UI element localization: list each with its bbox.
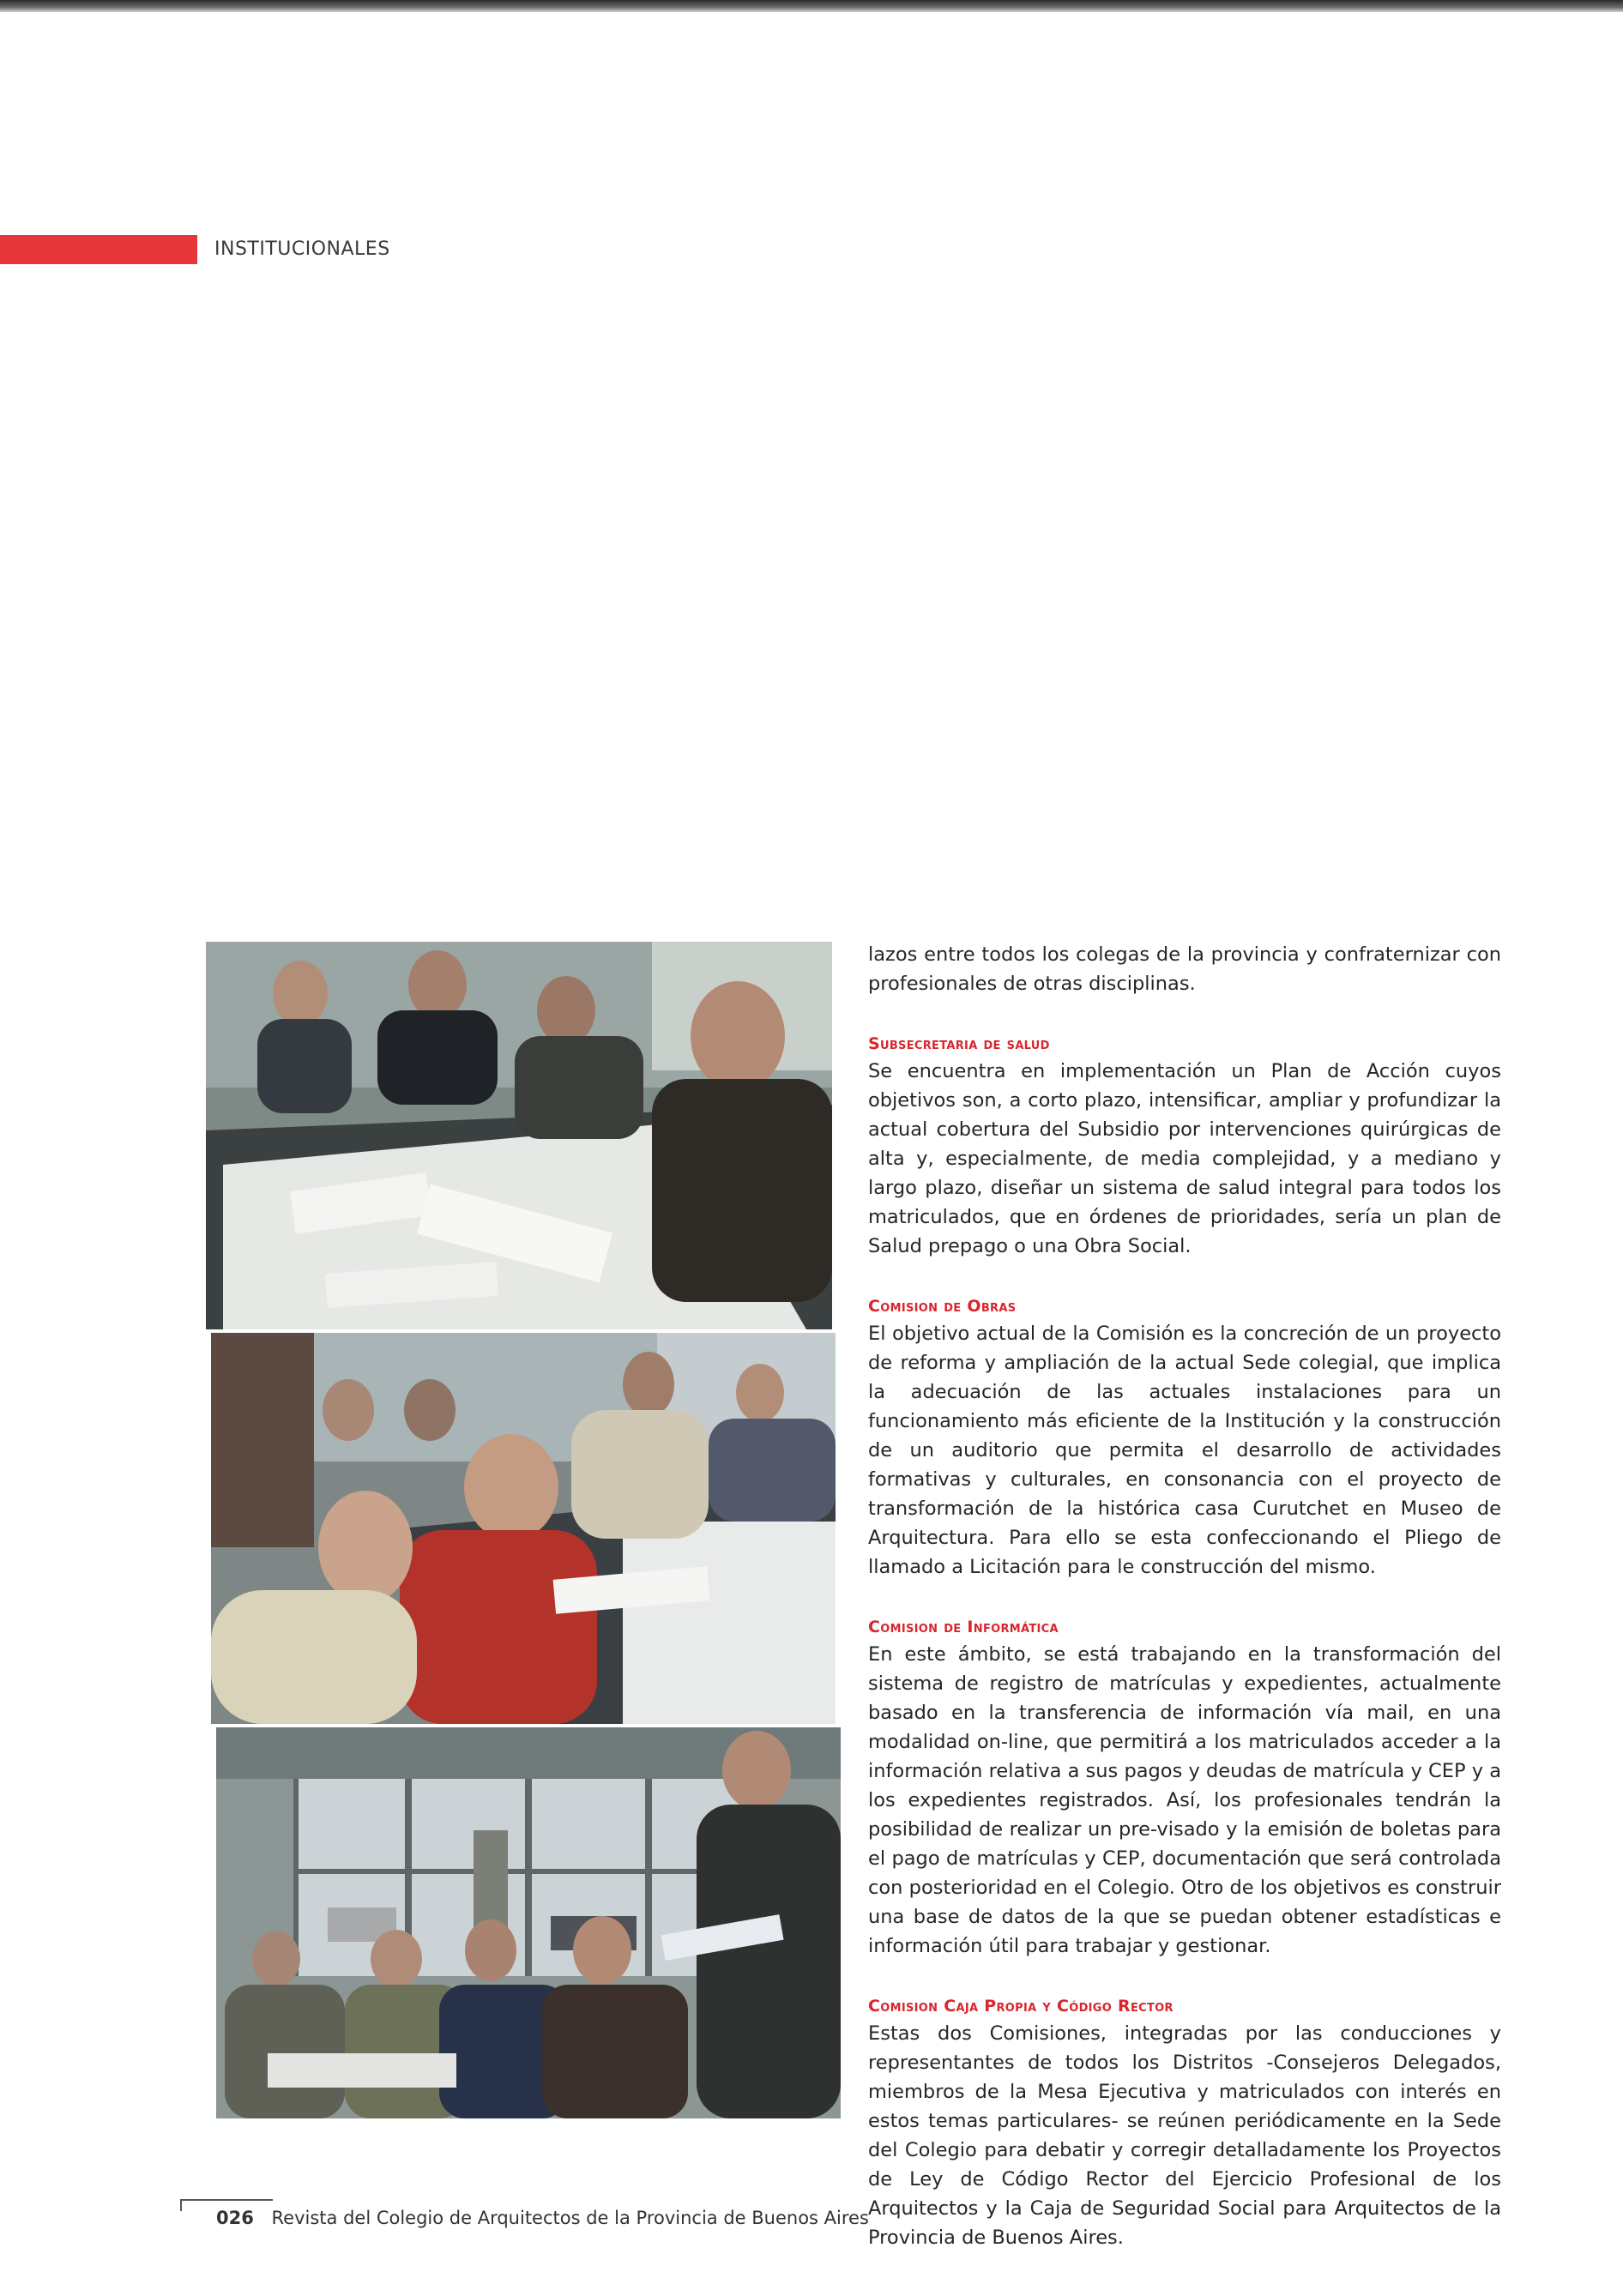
page-footer (216, 2208, 869, 2228)
section-accent-bar (0, 235, 197, 264)
photo-icon (206, 942, 832, 1329)
photo-icon (211, 1333, 836, 1724)
article-body (868, 940, 1501, 2252)
publication-title: Revista del Colegio de Arquitectos de la Provincia de Buenos Aires (271, 2208, 869, 2228)
meeting-photo-1 (206, 942, 832, 1329)
section-paragraph: Estas dos Comisiones, integradas por las conducciones y representantes de todos los Distritos -Consejeros Delegados, miembros de la Mesa Ejecutiva y matriculados con interés en estos temas particulares- se reúnen periódicamente en la Sede del Colegio para debatir y corregir detalladamente los Proyectos de Ley de Código Rector del Ejercicio Profesional de los Arquitectos y la Caja de Seguridad Social para Arquitectos de la Provincia de Buenos Aires. (868, 2022, 1501, 2249)
section-comision-obras (868, 1293, 1501, 1582)
section-paragraph: Se encuentra en implementación un Plan de Acción cuyos objetivos son, a corto plazo, intensificar, ampliar y profundizar la actual cobertura del Subsidio por intervenciones quirúrgicas de alta y, especialmente, de media complejidad, y a mediano y largo plazo, diseñar un sistema de salud integral para todos los matriculados, que en órdenes de prioridades, sería un plan de Salud prepago o una Obra Social. (868, 1060, 1501, 1257)
footer-rule (180, 2199, 273, 2201)
section-paragraph: En este ámbito, se está trabajando en la transformación del sistema de registro de matrículas y expedientes, actualmente basado en la transferencia de información vía mail, en una modalidad on-line, que permitirá a los matriculados acceder a la información relativa a sus pagos y deudas de matrícula y CEP y a los expedientes registrados. Así, los profesionales tendrán la posibilidad de realizar un pre-visado y la emisión de boletas para el pago de matrículas y CEP, documentación que será controlada con posterioridad en el Colegio. Otro de los objetivos es construir una base de datos de la que se puedan obtener estadísticas e información útil para trabajar y gestionar. (868, 1643, 1501, 1957)
section-label: INSTITUCIONALES (214, 238, 390, 260)
page-number: 026 (216, 2208, 254, 2228)
article-intro: lazos entre todos los colegas de la provincia y confraternizar con profesionales de otras disciplinas. (868, 943, 1501, 995)
footer-tick (180, 2199, 182, 2211)
section-heading: Comision de Informática (868, 1618, 1059, 1636)
section-subsecretaria-salud (868, 1031, 1501, 1261)
photo-icon (216, 1727, 841, 2118)
section-heading: Comision Caja Propia y Código Rector (868, 1997, 1174, 2016)
section-heading: Subsecretaria de salud (868, 1034, 1050, 1053)
section-heading: Comision de Obras (868, 1297, 1017, 1316)
section-comision-informatica (868, 1614, 1501, 1961)
meeting-photo-3 (216, 1727, 841, 2118)
section-paragraph: El objetivo actual de la Comisión es la concreción de un proyecto de reforma y ampliación de la actual Sede colegial, que implica la adecuación de las actuales instalaciones para un funcionamiento más eficiente de la Institución y la construcción de un auditorio que permita el desarrollo de actividades formativas y culturales, en consonancia con el proyecto de transformación de la histórica casa Curutchet en Museo de Arquitectura. Para ello se esta confeccionando el Pliego de llamado a Licitación para le construcción del mismo. (868, 1323, 1501, 1578)
section-caja-propia-codigo-rector (868, 1993, 1501, 2252)
meeting-photo-2 (211, 1333, 836, 1724)
scan-edge (0, 0, 1623, 12)
